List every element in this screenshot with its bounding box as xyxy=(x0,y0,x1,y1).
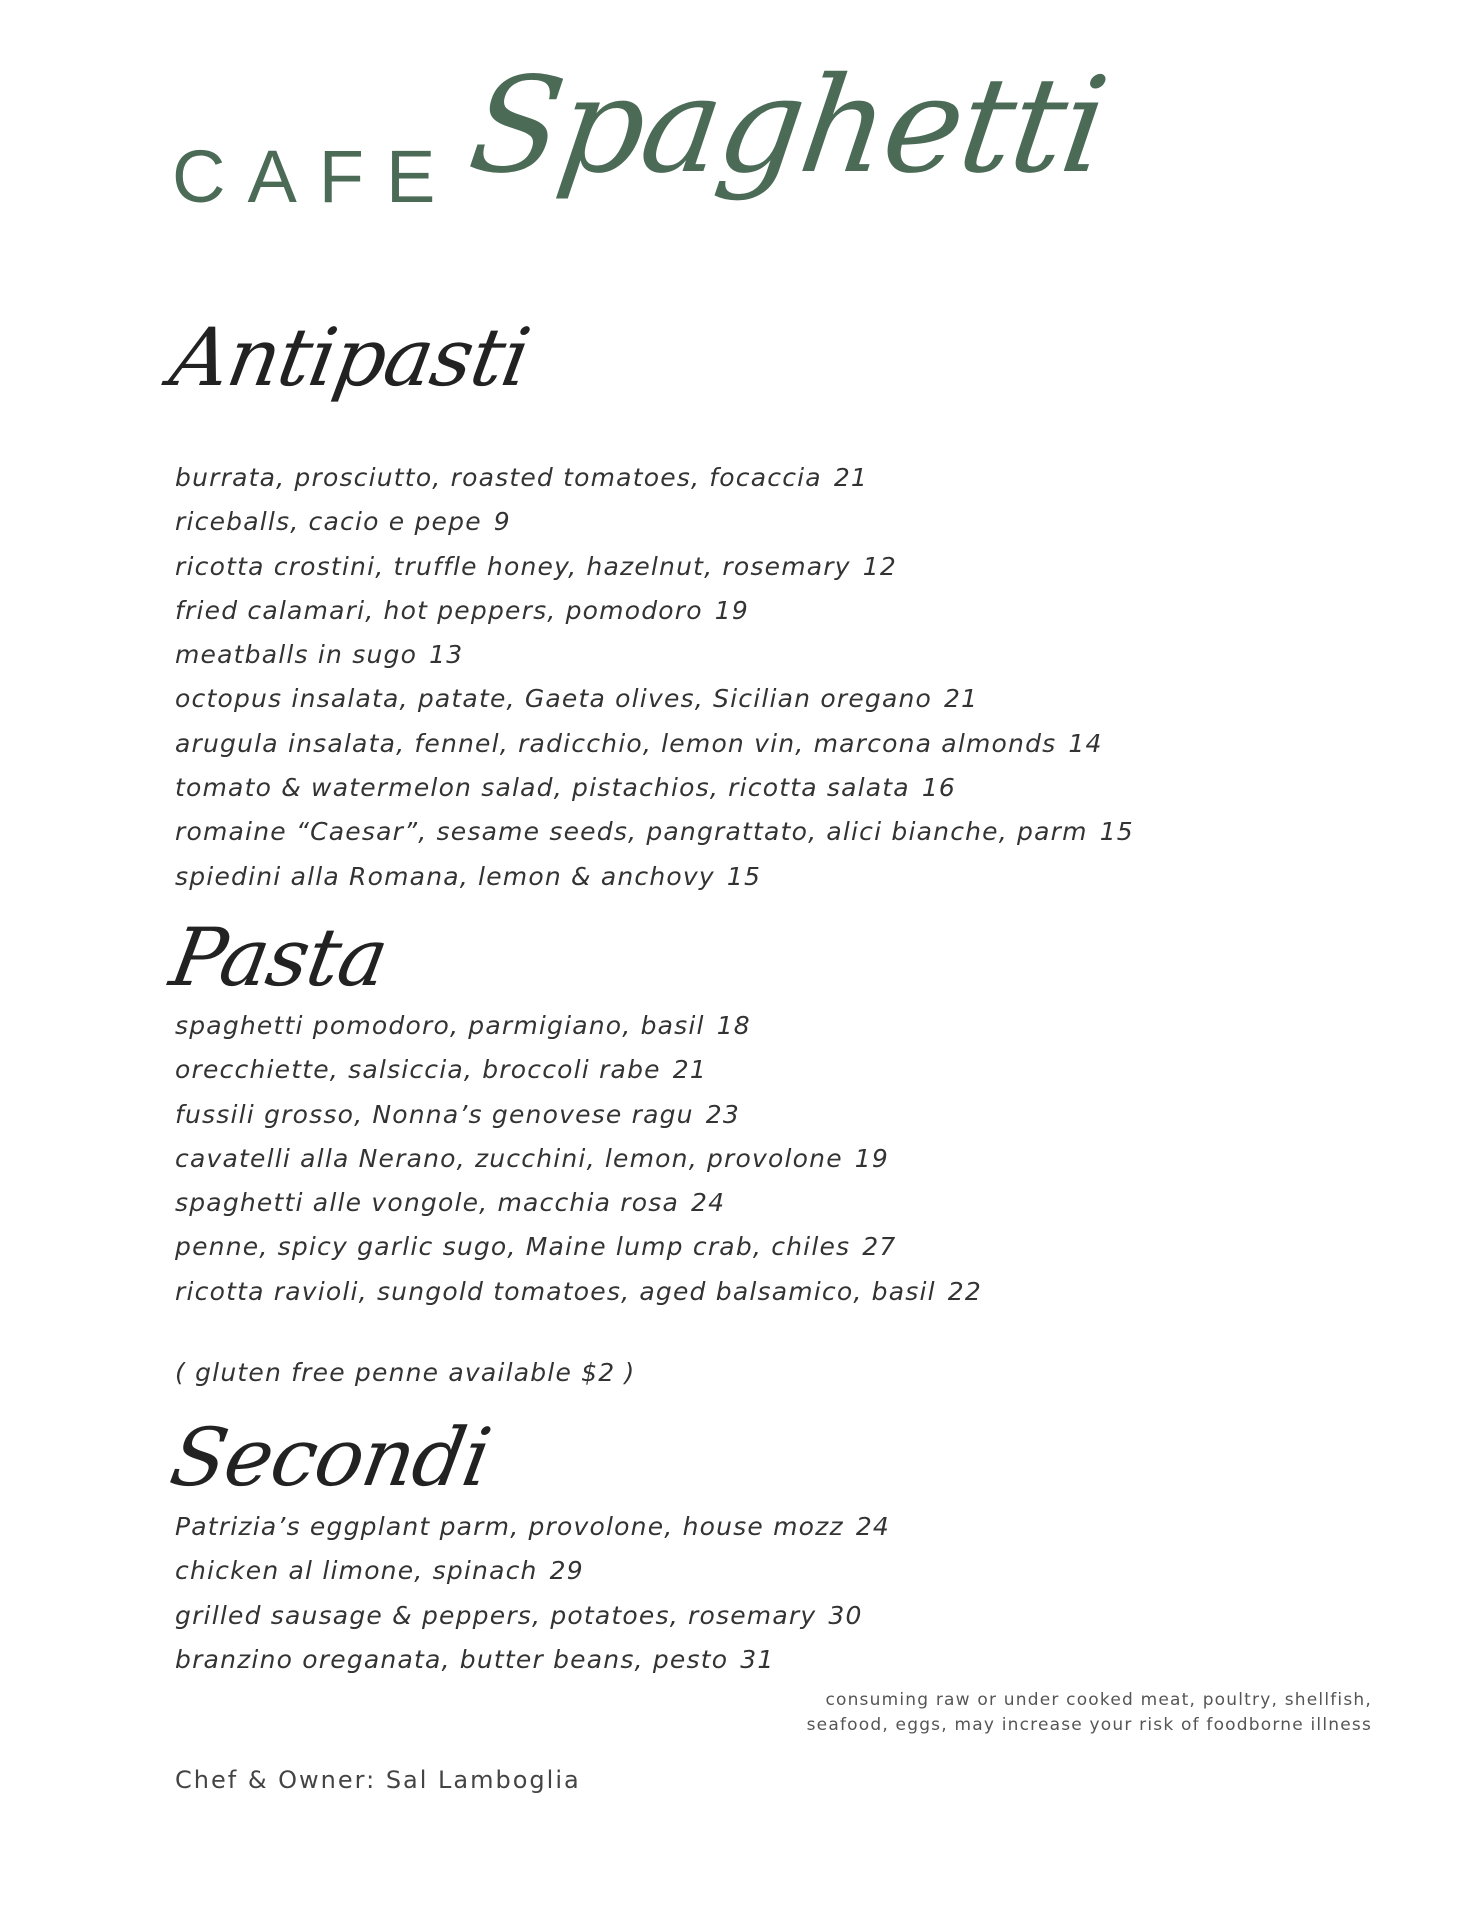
menu-item-price: 12 xyxy=(862,551,897,581)
menu-item-price: 31 xyxy=(740,1644,775,1674)
antipasti-list xyxy=(175,456,1134,899)
menu-item xyxy=(175,545,1134,589)
secondi-list xyxy=(175,1505,890,1682)
disclaimer-line: consuming raw or under cooked meat, poultry, shellfish, xyxy=(825,1690,1372,1710)
logo-spaghetti-script: Spaghetti xyxy=(461,49,1115,203)
menu-item-price: 21 xyxy=(672,1055,707,1085)
menu-item-name: ricotta ravioli, sungold tomatoes, aged balsamico, basil xyxy=(175,1276,936,1306)
menu-item-price: 30 xyxy=(828,1600,863,1630)
menu-item xyxy=(175,1048,982,1092)
menu-item xyxy=(175,1004,982,1048)
menu-item-price: 27 xyxy=(862,1232,897,1262)
menu-item-name: romaine “Caesar”, sesame seeds, pangrattato, alici bianche, parm xyxy=(175,817,1088,847)
menu-item-name: penne, spicy garlic sugo, Maine lump crab, chiles xyxy=(175,1232,851,1262)
menu-item-name: fried calamari, hot peppers, pomodoro xyxy=(175,595,703,625)
menu-item xyxy=(175,722,1134,766)
menu-item-name: octopus insalata, patate, Gaeta olives, Sicilian oregano xyxy=(175,684,933,714)
menu-item-price: 21 xyxy=(944,684,979,714)
chef-owner-credit: Chef & Owner: Sal Lamboglia xyxy=(175,1766,581,1794)
menu-item-name: orecchiette, salsiccia, broccoli rabe xyxy=(175,1055,661,1085)
section-title-secondi: Secondi xyxy=(163,1411,497,1504)
menu-item xyxy=(175,633,1134,677)
menu-item-name: fussili grosso, Nonna’s genovese ragu xyxy=(175,1099,694,1129)
section-title-pasta: Pasta xyxy=(163,911,395,1004)
menu-item-name: tomato & watermelon salad, pistachios, ricotta salata xyxy=(175,773,910,803)
menu-item-name: branzino oreganata, butter beans, pesto xyxy=(175,1644,729,1674)
menu-item xyxy=(175,1594,890,1638)
menu-item-price: 16 xyxy=(921,773,957,803)
menu-item xyxy=(175,677,1134,721)
gluten-free-note: ( gluten free penne available $2 ) xyxy=(175,1358,636,1387)
menu-item-name: riceballs, cacio e pepe xyxy=(175,507,482,537)
menu-item-price: 23 xyxy=(705,1099,740,1129)
menu-item-name: spiedini alla Romana, lemon & anchovy xyxy=(175,861,715,891)
menu-item-name: spaghetti alle vongole, macchia rosa xyxy=(175,1188,680,1218)
menu-item-price: 19 xyxy=(714,595,749,625)
menu-item-price: 19 xyxy=(854,1143,890,1173)
menu-item xyxy=(175,456,1134,500)
menu-item xyxy=(175,1270,982,1314)
menu-item xyxy=(175,1225,982,1269)
menu-item-name: grilled sausage & peppers, potatoes, rosemary xyxy=(175,1600,817,1630)
pasta-list xyxy=(175,1004,982,1314)
menu-item xyxy=(175,855,1134,899)
menu-item xyxy=(175,1638,890,1682)
section-title-antipasti: Antipasti xyxy=(163,311,537,404)
menu-item-price: 13 xyxy=(429,640,464,670)
menu-item-name: ricotta crostini, truffle honey, hazelnut, rosemary xyxy=(175,551,851,581)
menu-item-price: 15 xyxy=(726,861,762,891)
menu-item xyxy=(175,1549,890,1593)
menu-item-price: 9 xyxy=(493,507,511,537)
restaurant-logo xyxy=(172,40,1115,240)
menu-item-name: burrata, prosciutto, roasted tomatoes, focaccia xyxy=(175,463,822,492)
menu-item xyxy=(175,1505,890,1549)
menu-item-price: 22 xyxy=(947,1276,982,1306)
menu-item-price: 15 xyxy=(1099,817,1134,847)
menu-item-price: 14 xyxy=(1068,728,1103,758)
menu-item-name: Patrizia’s eggplant parm, provolone, house mozz xyxy=(175,1512,844,1541)
menu-item xyxy=(175,500,1134,544)
logo-cafe-text: CAFE xyxy=(172,135,458,218)
menu-item xyxy=(175,810,1134,854)
menu-item-name: spaghetti pomodoro, parmigiano, basil xyxy=(175,1011,705,1040)
disclaimer-line: seafood, eggs, may increase your risk of foodborne illness xyxy=(806,1715,1372,1735)
food-safety-disclaimer xyxy=(807,1688,1372,1738)
menu-item-price: 24 xyxy=(855,1512,891,1541)
menu-item-name: cavatelli alla Nerano, zucchini, lemon, provolone xyxy=(175,1143,843,1173)
menu-item-price: 18 xyxy=(716,1011,751,1040)
menu-item xyxy=(175,766,1134,810)
menu-item xyxy=(175,1137,982,1181)
menu-item-price: 24 xyxy=(691,1188,726,1218)
menu-item-name: chicken al limone, spinach xyxy=(175,1556,538,1586)
menu-item-price: 21 xyxy=(833,463,869,492)
menu-item-price: 29 xyxy=(549,1556,584,1586)
menu-item-name: meatballs in sugo xyxy=(175,640,418,670)
menu-item xyxy=(175,1181,982,1225)
menu-item xyxy=(175,589,1134,633)
menu-item-name: arugula insalata, fennel, radicchio, lemon vin, marcona almonds xyxy=(175,728,1057,758)
menu-item xyxy=(175,1093,982,1137)
